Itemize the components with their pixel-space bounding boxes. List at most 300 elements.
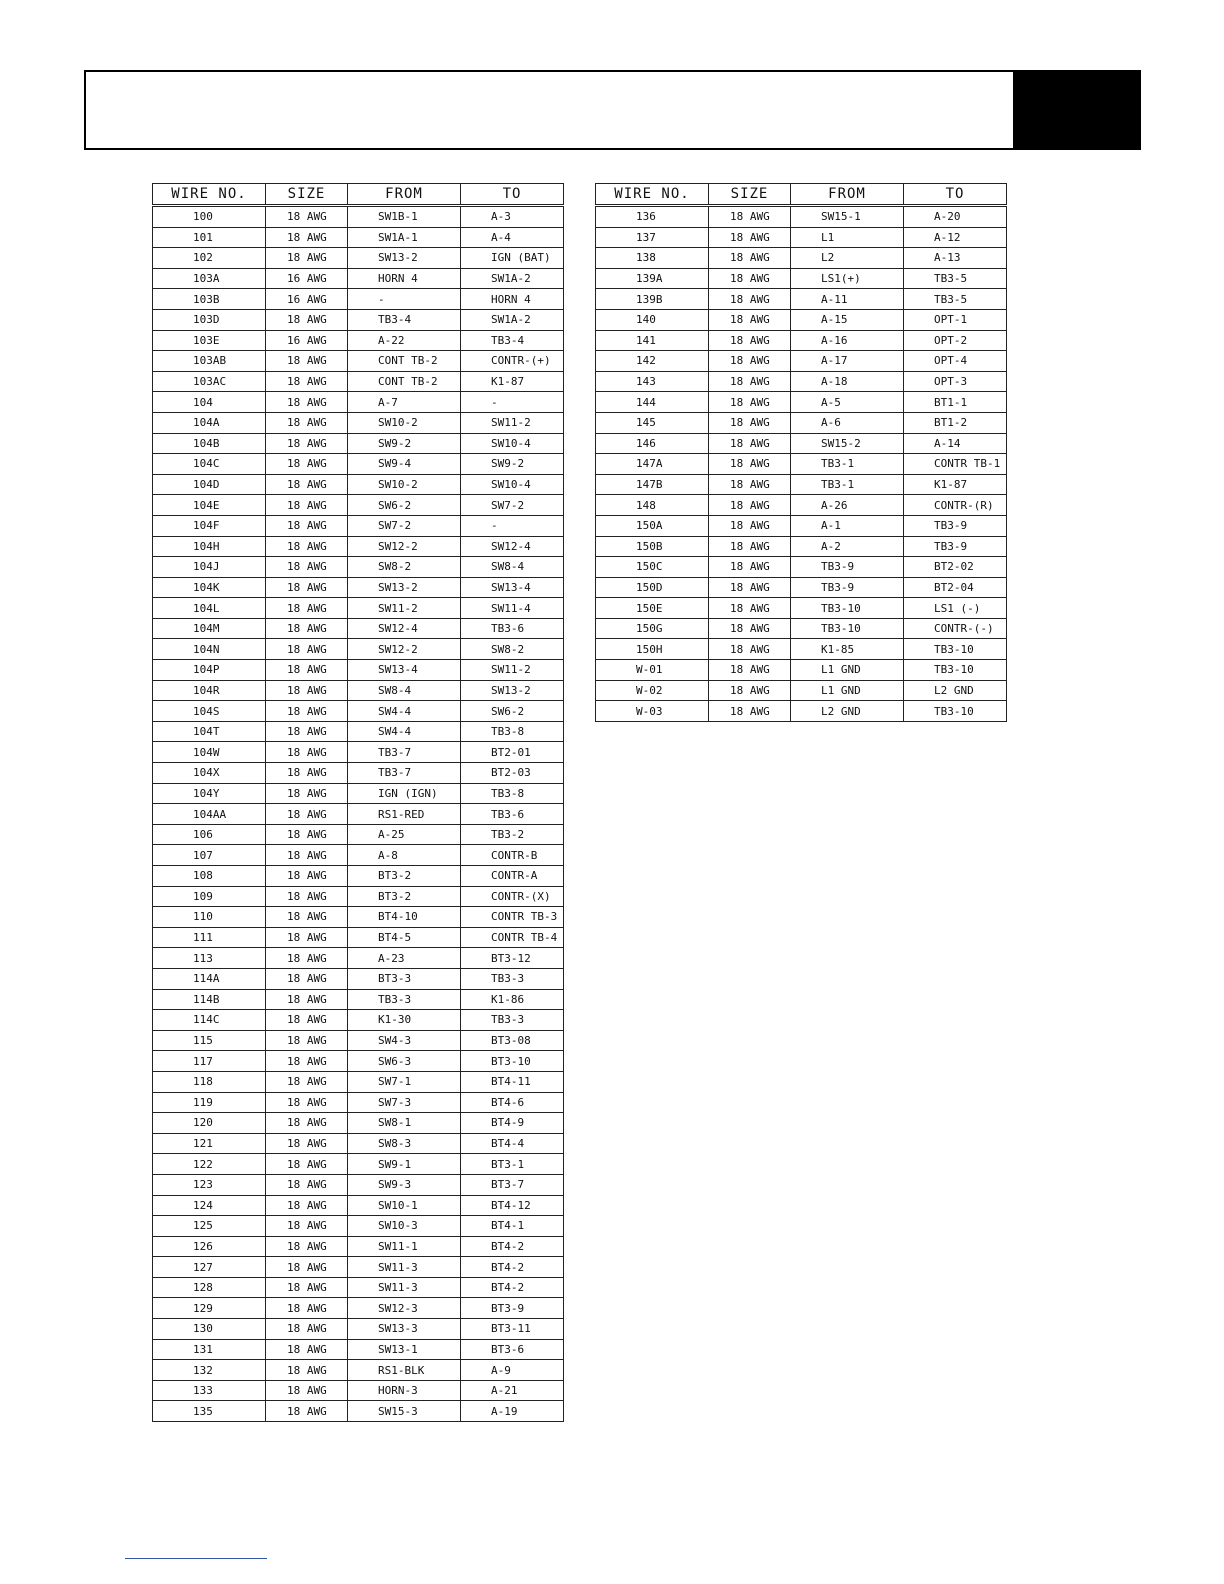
cell-from: A-8 bbox=[348, 845, 461, 866]
cell-to: K1-87 bbox=[461, 371, 564, 392]
cell-from: L1 GND bbox=[791, 660, 904, 681]
cell-wire: 120 bbox=[153, 1113, 266, 1134]
cell-size: 18 AWG bbox=[709, 227, 791, 248]
cell-wire: 104R bbox=[153, 680, 266, 701]
cell-wire: 115 bbox=[153, 1030, 266, 1051]
table-row bbox=[153, 1092, 564, 1113]
table-row bbox=[153, 763, 564, 784]
cell-size: 18 AWG bbox=[266, 309, 348, 330]
table-row bbox=[153, 1216, 564, 1237]
cell-size: 16 AWG bbox=[266, 330, 348, 351]
cell-from: TB3-7 bbox=[348, 742, 461, 763]
cell-wire: 146 bbox=[596, 433, 709, 454]
cell-size: 18 AWG bbox=[266, 412, 348, 433]
cell-to: TB3-10 bbox=[904, 639, 1007, 660]
cell-size: 18 AWG bbox=[266, 1071, 348, 1092]
cell-wire: 104Y bbox=[153, 783, 266, 804]
cell-wire: 104L bbox=[153, 598, 266, 619]
cell-from: IGN (IGN) bbox=[348, 783, 461, 804]
table-row bbox=[153, 701, 564, 722]
cell-from: SW11-2 bbox=[348, 598, 461, 619]
cell-wire: W-03 bbox=[596, 701, 709, 722]
cell-to: A-13 bbox=[904, 248, 1007, 269]
table-row bbox=[153, 536, 564, 557]
cell-from: SW1B-1 bbox=[348, 206, 461, 228]
column-header-to: TO bbox=[904, 184, 1007, 206]
cell-from: A-26 bbox=[791, 495, 904, 516]
table-row bbox=[153, 1236, 564, 1257]
cell-to: SW13-2 bbox=[461, 680, 564, 701]
cell-to: SW1A-2 bbox=[461, 268, 564, 289]
table-row bbox=[153, 886, 564, 907]
cell-to: OPT-2 bbox=[904, 330, 1007, 351]
table-row bbox=[153, 1195, 564, 1216]
cell-size: 18 AWG bbox=[266, 1051, 348, 1072]
cell-wire: 142 bbox=[596, 351, 709, 372]
table-row bbox=[153, 557, 564, 578]
cell-size: 18 AWG bbox=[266, 1092, 348, 1113]
cell-size: 18 AWG bbox=[266, 866, 348, 887]
cell-size: 18 AWG bbox=[266, 495, 348, 516]
cell-size: 18 AWG bbox=[709, 618, 791, 639]
table-row bbox=[153, 1051, 564, 1072]
table-row bbox=[153, 1380, 564, 1401]
cell-from: SW1A-1 bbox=[348, 227, 461, 248]
table-row bbox=[153, 1113, 564, 1134]
cell-size: 18 AWG bbox=[266, 1133, 348, 1154]
cell-to: BT4-12 bbox=[461, 1195, 564, 1216]
cell-size: 18 AWG bbox=[266, 701, 348, 722]
cell-from: L1 GND bbox=[791, 680, 904, 701]
cell-from: SW15-2 bbox=[791, 433, 904, 454]
cell-wire: 121 bbox=[153, 1133, 266, 1154]
cell-wire: 104D bbox=[153, 474, 266, 495]
cell-size: 18 AWG bbox=[709, 536, 791, 557]
cell-from: L1 bbox=[791, 227, 904, 248]
cell-to: TB3-8 bbox=[461, 721, 564, 742]
cell-to: BT3-9 bbox=[461, 1298, 564, 1319]
table-row bbox=[153, 845, 564, 866]
cell-from: SW12-2 bbox=[348, 639, 461, 660]
cell-from: A-1 bbox=[791, 515, 904, 536]
table-row bbox=[596, 515, 1007, 536]
cell-wire: 150H bbox=[596, 639, 709, 660]
cell-size: 18 AWG bbox=[709, 433, 791, 454]
cell-wire: 104C bbox=[153, 454, 266, 475]
cell-wire: 129 bbox=[153, 1298, 266, 1319]
table-row bbox=[596, 392, 1007, 413]
cell-from: BT3-3 bbox=[348, 968, 461, 989]
cell-from: TB3-10 bbox=[791, 618, 904, 639]
cell-size: 18 AWG bbox=[266, 1319, 348, 1340]
cell-size: 18 AWG bbox=[266, 536, 348, 557]
cell-to: CONTR TB-3 bbox=[461, 907, 564, 928]
column-header-size: SIZE bbox=[266, 184, 348, 206]
cell-size: 18 AWG bbox=[709, 701, 791, 722]
cell-from: SW13-2 bbox=[348, 248, 461, 269]
table-row bbox=[153, 907, 564, 928]
cell-size: 18 AWG bbox=[266, 1010, 348, 1031]
cell-to: A-3 bbox=[461, 206, 564, 228]
table-row bbox=[596, 474, 1007, 495]
cell-to: TB3-6 bbox=[461, 804, 564, 825]
cell-size: 18 AWG bbox=[266, 948, 348, 969]
cell-from: TB3-3 bbox=[348, 989, 461, 1010]
table-row bbox=[153, 1030, 564, 1051]
cell-size: 18 AWG bbox=[709, 248, 791, 269]
cell-to: SW13-4 bbox=[461, 577, 564, 598]
cell-size: 18 AWG bbox=[266, 1154, 348, 1175]
table-row bbox=[153, 392, 564, 413]
cell-from: BT4-10 bbox=[348, 907, 461, 928]
cell-to: - bbox=[461, 515, 564, 536]
cell-wire: W-02 bbox=[596, 680, 709, 701]
cell-size: 18 AWG bbox=[709, 330, 791, 351]
cell-from: A-2 bbox=[791, 536, 904, 557]
cell-to: BT3-7 bbox=[461, 1174, 564, 1195]
cell-to: CONTR TB-4 bbox=[461, 927, 564, 948]
cell-wire: 111 bbox=[153, 927, 266, 948]
cell-to: BT4-11 bbox=[461, 1071, 564, 1092]
cell-to: IGN (BAT) bbox=[461, 248, 564, 269]
cell-size: 18 AWG bbox=[266, 1277, 348, 1298]
cell-from: SW13-3 bbox=[348, 1319, 461, 1340]
table-row bbox=[153, 227, 564, 248]
cell-to: TB3-3 bbox=[461, 968, 564, 989]
table-row bbox=[596, 598, 1007, 619]
cell-wire: 104B bbox=[153, 433, 266, 454]
cell-to: BT3-12 bbox=[461, 948, 564, 969]
cell-from: TB3-1 bbox=[791, 454, 904, 475]
cell-from: SW12-3 bbox=[348, 1298, 461, 1319]
cell-from: BT3-2 bbox=[348, 886, 461, 907]
column-header-from: FROM bbox=[348, 184, 461, 206]
cell-from: SW12-4 bbox=[348, 618, 461, 639]
table-row bbox=[153, 660, 564, 681]
table-row bbox=[153, 454, 564, 475]
cell-size: 18 AWG bbox=[709, 660, 791, 681]
table-row bbox=[153, 433, 564, 454]
cell-wire: 101 bbox=[153, 227, 266, 248]
cell-from: SW10-3 bbox=[348, 1216, 461, 1237]
cell-from: SW9-3 bbox=[348, 1174, 461, 1195]
cell-size: 18 AWG bbox=[709, 412, 791, 433]
cell-from: A-16 bbox=[791, 330, 904, 351]
cell-size: 18 AWG bbox=[709, 577, 791, 598]
cell-size: 18 AWG bbox=[266, 454, 348, 475]
cell-from: SW7-1 bbox=[348, 1071, 461, 1092]
cell-from: LS1(+) bbox=[791, 268, 904, 289]
cell-from: K1-30 bbox=[348, 1010, 461, 1031]
cell-wire: 103E bbox=[153, 330, 266, 351]
cell-wire: 144 bbox=[596, 392, 709, 413]
column-header-wire: WIRE NO. bbox=[596, 184, 709, 206]
cell-to: TB3-9 bbox=[904, 515, 1007, 536]
cell-from: CONT TB-2 bbox=[348, 351, 461, 372]
cell-wire: 104E bbox=[153, 495, 266, 516]
cell-from: SW10-2 bbox=[348, 412, 461, 433]
cell-to: TB3-9 bbox=[904, 536, 1007, 557]
cell-size: 18 AWG bbox=[266, 886, 348, 907]
wire-table-left-body bbox=[153, 206, 564, 1422]
table-row bbox=[153, 618, 564, 639]
cell-wire: 104F bbox=[153, 515, 266, 536]
cell-size: 18 AWG bbox=[709, 206, 791, 228]
cell-from: SW11-3 bbox=[348, 1277, 461, 1298]
cell-to: CONTR-B bbox=[461, 845, 564, 866]
table-row bbox=[153, 742, 564, 763]
table-row bbox=[153, 1133, 564, 1154]
cell-wire: 140 bbox=[596, 309, 709, 330]
table-row bbox=[153, 804, 564, 825]
table-row bbox=[153, 412, 564, 433]
cell-to: CONTR-A bbox=[461, 866, 564, 887]
cell-wire: W-01 bbox=[596, 660, 709, 681]
cell-to: OPT-1 bbox=[904, 309, 1007, 330]
cell-to: A-4 bbox=[461, 227, 564, 248]
cell-to: SW11-2 bbox=[461, 412, 564, 433]
cell-from: SW13-1 bbox=[348, 1339, 461, 1360]
cell-from: RS1-BLK bbox=[348, 1360, 461, 1381]
cell-wire: 147B bbox=[596, 474, 709, 495]
wire-table-left bbox=[152, 183, 564, 1422]
table-row bbox=[596, 680, 1007, 701]
cell-wire: 147A bbox=[596, 454, 709, 475]
cell-wire: 104N bbox=[153, 639, 266, 660]
cell-from: SW15-3 bbox=[348, 1401, 461, 1422]
cell-wire: 125 bbox=[153, 1216, 266, 1237]
cell-wire: 104H bbox=[153, 536, 266, 557]
cell-wire: 107 bbox=[153, 845, 266, 866]
cell-to: BT3-08 bbox=[461, 1030, 564, 1051]
table-row bbox=[596, 577, 1007, 598]
table-row bbox=[596, 618, 1007, 639]
cell-wire: 100 bbox=[153, 206, 266, 228]
cell-to: CONTR TB-1 bbox=[904, 454, 1007, 475]
cell-wire: 103B bbox=[153, 289, 266, 310]
cell-from: SW7-2 bbox=[348, 515, 461, 536]
wire-table-right-body bbox=[596, 206, 1007, 722]
cell-to: TB3-10 bbox=[904, 660, 1007, 681]
table-row bbox=[596, 268, 1007, 289]
table-row bbox=[153, 824, 564, 845]
cell-from: TB3-7 bbox=[348, 763, 461, 784]
cell-from: TB3-9 bbox=[791, 557, 904, 578]
cell-size: 18 AWG bbox=[266, 968, 348, 989]
cell-size: 18 AWG bbox=[266, 1257, 348, 1278]
cell-wire: 114A bbox=[153, 968, 266, 989]
cell-wire: 136 bbox=[596, 206, 709, 228]
cell-size: 16 AWG bbox=[266, 289, 348, 310]
cell-wire: 104K bbox=[153, 577, 266, 598]
table-row bbox=[596, 557, 1007, 578]
table-row bbox=[153, 783, 564, 804]
cell-size: 18 AWG bbox=[266, 392, 348, 413]
table-row bbox=[153, 577, 564, 598]
table-row bbox=[153, 598, 564, 619]
cell-size: 18 AWG bbox=[266, 577, 348, 598]
cell-wire: 141 bbox=[596, 330, 709, 351]
table-row bbox=[153, 351, 564, 372]
cell-wire: 117 bbox=[153, 1051, 266, 1072]
table-row bbox=[153, 1257, 564, 1278]
cell-from: HORN 4 bbox=[348, 268, 461, 289]
table-row bbox=[153, 515, 564, 536]
page-header-box bbox=[84, 70, 1141, 150]
table-row bbox=[153, 1298, 564, 1319]
table-row bbox=[153, 1154, 564, 1175]
cell-from: SW4-3 bbox=[348, 1030, 461, 1051]
cell-wire: 104S bbox=[153, 701, 266, 722]
cell-to: K1-86 bbox=[461, 989, 564, 1010]
cell-to: - bbox=[461, 392, 564, 413]
table-row bbox=[153, 1174, 564, 1195]
table-row bbox=[153, 989, 564, 1010]
cell-wire: 104J bbox=[153, 557, 266, 578]
cell-from: L2 bbox=[791, 248, 904, 269]
cell-size: 18 AWG bbox=[266, 474, 348, 495]
table-row bbox=[596, 454, 1007, 475]
cell-to: BT2-03 bbox=[461, 763, 564, 784]
cell-to: TB3-6 bbox=[461, 618, 564, 639]
cell-from: K1-85 bbox=[791, 639, 904, 660]
cell-wire: 127 bbox=[153, 1257, 266, 1278]
table-row bbox=[596, 660, 1007, 681]
cell-size: 18 AWG bbox=[266, 1380, 348, 1401]
cell-wire: 132 bbox=[153, 1360, 266, 1381]
cell-wire: 138 bbox=[596, 248, 709, 269]
cell-size: 18 AWG bbox=[266, 1339, 348, 1360]
cell-size: 18 AWG bbox=[266, 989, 348, 1010]
cell-size: 18 AWG bbox=[266, 1401, 348, 1422]
cell-to: SW7-2 bbox=[461, 495, 564, 516]
cell-from: SW15-1 bbox=[791, 206, 904, 228]
cell-to: SW8-2 bbox=[461, 639, 564, 660]
cell-from: SW13-4 bbox=[348, 660, 461, 681]
table-row bbox=[153, 371, 564, 392]
cell-size: 18 AWG bbox=[266, 1216, 348, 1237]
cell-from: RS1-RED bbox=[348, 804, 461, 825]
table-row bbox=[153, 948, 564, 969]
table-row bbox=[596, 433, 1007, 454]
table-row bbox=[153, 289, 564, 310]
column-header-size: SIZE bbox=[709, 184, 791, 206]
cell-to: SW8-4 bbox=[461, 557, 564, 578]
table-header-row bbox=[153, 184, 564, 206]
cell-to: BT2-01 bbox=[461, 742, 564, 763]
wire-table-right bbox=[595, 183, 1007, 722]
cell-from: SW4-4 bbox=[348, 701, 461, 722]
cell-wire: 130 bbox=[153, 1319, 266, 1340]
table-row bbox=[596, 412, 1007, 433]
cell-size: 18 AWG bbox=[709, 309, 791, 330]
cell-to: BT2-02 bbox=[904, 557, 1007, 578]
cell-to: SW10-4 bbox=[461, 433, 564, 454]
cell-wire: 114C bbox=[153, 1010, 266, 1031]
table-row bbox=[596, 227, 1007, 248]
table-row bbox=[153, 248, 564, 269]
table-row bbox=[153, 680, 564, 701]
cell-size: 18 AWG bbox=[709, 639, 791, 660]
cell-wire: 139A bbox=[596, 268, 709, 289]
table-row bbox=[153, 1339, 564, 1360]
cell-to: BT3-1 bbox=[461, 1154, 564, 1175]
cell-size: 18 AWG bbox=[709, 474, 791, 495]
cell-to: BT4-6 bbox=[461, 1092, 564, 1113]
table-row bbox=[153, 309, 564, 330]
cell-to: TB3-8 bbox=[461, 783, 564, 804]
cell-size: 18 AWG bbox=[266, 680, 348, 701]
cell-size: 18 AWG bbox=[266, 639, 348, 660]
table-row bbox=[153, 1401, 564, 1422]
table-row bbox=[596, 536, 1007, 557]
cell-size: 18 AWG bbox=[709, 371, 791, 392]
cell-from: L2 GND bbox=[791, 701, 904, 722]
cell-wire: 150D bbox=[596, 577, 709, 598]
table-row bbox=[153, 927, 564, 948]
cell-from: SW9-4 bbox=[348, 454, 461, 475]
cell-size: 18 AWG bbox=[709, 495, 791, 516]
cell-to: OPT-3 bbox=[904, 371, 1007, 392]
cell-size: 18 AWG bbox=[266, 433, 348, 454]
cell-to: A-19 bbox=[461, 1401, 564, 1422]
cell-wire: 131 bbox=[153, 1339, 266, 1360]
cell-wire: 139B bbox=[596, 289, 709, 310]
table-row bbox=[596, 206, 1007, 228]
cell-wire: 150C bbox=[596, 557, 709, 578]
cell-from: SW6-2 bbox=[348, 495, 461, 516]
cell-size: 18 AWG bbox=[266, 907, 348, 928]
cell-from: HORN-3 bbox=[348, 1380, 461, 1401]
cell-to: A-12 bbox=[904, 227, 1007, 248]
cell-wire: 150B bbox=[596, 536, 709, 557]
cell-size: 18 AWG bbox=[266, 371, 348, 392]
cell-size: 18 AWG bbox=[709, 598, 791, 619]
cell-to: BT4-2 bbox=[461, 1257, 564, 1278]
cell-to: A-21 bbox=[461, 1380, 564, 1401]
cell-to: A-9 bbox=[461, 1360, 564, 1381]
cell-to: SW6-2 bbox=[461, 701, 564, 722]
cell-from: CONT TB-2 bbox=[348, 371, 461, 392]
table-row bbox=[596, 701, 1007, 722]
table-row bbox=[153, 1071, 564, 1092]
cell-from: SW12-2 bbox=[348, 536, 461, 557]
cell-from: A-23 bbox=[348, 948, 461, 969]
cell-size: 18 AWG bbox=[266, 515, 348, 536]
cell-from: TB3-1 bbox=[791, 474, 904, 495]
cell-to: CONTR-(R) bbox=[904, 495, 1007, 516]
cell-from: A-15 bbox=[791, 309, 904, 330]
cell-from: SW9-2 bbox=[348, 433, 461, 454]
cell-to: TB3-5 bbox=[904, 268, 1007, 289]
cell-from: SW9-1 bbox=[348, 1154, 461, 1175]
cell-size: 18 AWG bbox=[709, 680, 791, 701]
cell-wire: 148 bbox=[596, 495, 709, 516]
cell-from: SW11-3 bbox=[348, 1257, 461, 1278]
cell-size: 18 AWG bbox=[266, 660, 348, 681]
cell-size: 18 AWG bbox=[266, 783, 348, 804]
cell-wire: 114B bbox=[153, 989, 266, 1010]
table-row bbox=[596, 371, 1007, 392]
cell-to: CONTR-(X) bbox=[461, 886, 564, 907]
cell-wire: 106 bbox=[153, 824, 266, 845]
cell-from: TB3-4 bbox=[348, 309, 461, 330]
cell-to: BT4-1 bbox=[461, 1216, 564, 1237]
cell-to: LS1 (-) bbox=[904, 598, 1007, 619]
cell-wire: 103D bbox=[153, 309, 266, 330]
cell-size: 18 AWG bbox=[266, 1174, 348, 1195]
cell-wire: 143 bbox=[596, 371, 709, 392]
